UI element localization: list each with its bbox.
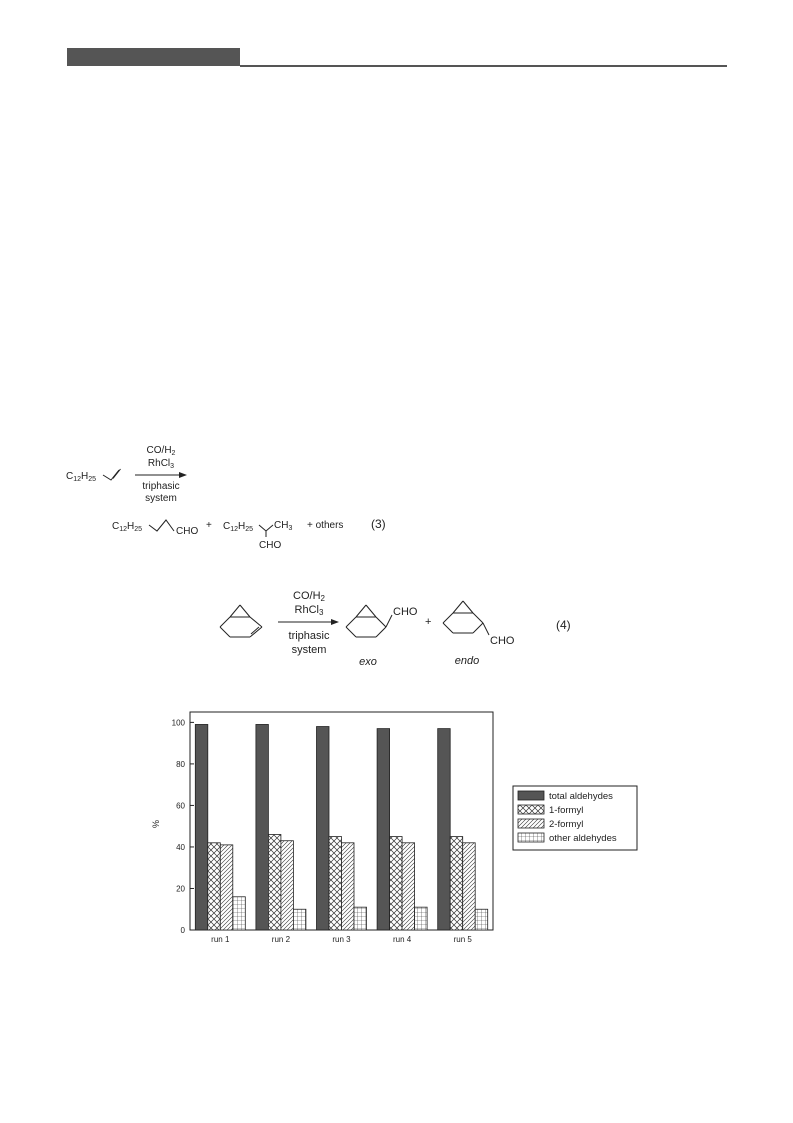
product-2-methyl: $CH_3$ [274,520,293,532]
product-1-chain [149,520,174,531]
x-tick-label: run 3 [332,935,351,944]
y-tick-label: 80 [176,759,185,769]
product-2-cho: CHO [259,540,282,551]
plus-sign: + [425,616,432,628]
header-bar [67,48,240,66]
legend-swatch [518,833,544,842]
y-tick-label: 0 [180,926,185,935]
bar-2-formyl-run-3 [342,843,355,930]
bar-total-aldehydes-run-2 [256,724,269,930]
equation-number-3: (3) [371,517,386,531]
y-axis-label: % [151,819,161,829]
legend-label: total aldehydes [549,791,613,802]
product-1-formula: $C_{12}H_{25}$ [112,521,143,533]
legend-label: 2-formyl [549,819,584,830]
reaction-scheme-4 [210,585,590,680]
bar-chart [145,700,645,965]
y-tick-label: 100 [171,718,185,728]
condition-line-1: triphasic [288,630,330,642]
y-axis [172,718,194,935]
reagent-line-1: $CO/H_2$ [146,445,176,457]
legend-label: 1-formyl [549,805,584,816]
bar-1-formyl-run-1 [208,843,221,930]
exo-cho: CHO [393,606,418,618]
legend [513,786,637,850]
bar-1-formyl-run-5 [450,837,463,930]
bar-total-aldehydes-run-1 [195,724,208,930]
bar-total-aldehydes-run-3 [317,727,330,930]
condition-line-2: system [145,493,177,504]
bar-other-aldehydes-run-3 [354,907,367,930]
plus-sign-1: + [206,520,212,531]
bar-other-aldehydes-run-5 [475,909,488,930]
y-tick-label: 60 [176,801,185,811]
x-tick-label: run 1 [211,935,230,944]
bar-2-formyl-run-5 [463,843,476,930]
endo-label: endo [454,655,480,667]
equation-number-4: (4) [556,618,571,632]
y-tick-label: 40 [176,842,185,852]
endo-cho: CHO [490,635,515,647]
product-1-cho: CHO [176,526,199,537]
reagent-line-2: RhCl3 [294,604,324,617]
bar-1-formyl-run-2 [268,834,281,930]
reagent-line-1: CO/H2 [293,590,325,603]
bar-1-formyl-run-4 [390,837,403,930]
bar-other-aldehydes-run-2 [293,909,306,930]
y-tick-label: 20 [176,884,185,894]
bar-other-aldehydes-run-1 [233,897,246,930]
reactant-alkene-bond [103,470,119,480]
others-label: + others [307,520,344,531]
x-tick-label: run 4 [392,935,412,944]
x-tick-label: run 2 [271,935,291,944]
reaction-scheme-3 [60,440,420,575]
bar-2-formyl-run-2 [281,841,294,930]
exo-product-structure [346,605,392,637]
legend-swatch [518,791,544,800]
legend-swatch [518,819,544,828]
reactant-formula: $C_{12}H_{25}$ [66,471,97,483]
bar-2-formyl-run-1 [220,845,233,930]
bar-other-aldehydes-run-4 [415,907,428,930]
reagent-line-2: RhCl$_3$ [147,458,175,470]
legend-label: other aldehydes [549,833,617,844]
bar-1-formyl-run-3 [329,837,342,930]
product-2-formula: $C_{12}H_{25}$ [223,521,254,533]
bar-2-formyl-run-4 [402,843,415,930]
header-rule [240,65,727,67]
bars [195,724,487,930]
bar-total-aldehydes-run-4 [377,729,390,930]
exo-label: exo [359,656,377,668]
product-2-chain [259,525,273,531]
norbornene-structure [220,605,262,637]
legend-swatch [518,805,544,814]
condition-line-2: system [291,644,327,656]
endo-product-structure [443,601,489,635]
condition-line-1: triphasic [142,481,180,492]
x-tick-label: run 5 [453,935,472,944]
bar-total-aldehydes-run-5 [438,729,451,930]
